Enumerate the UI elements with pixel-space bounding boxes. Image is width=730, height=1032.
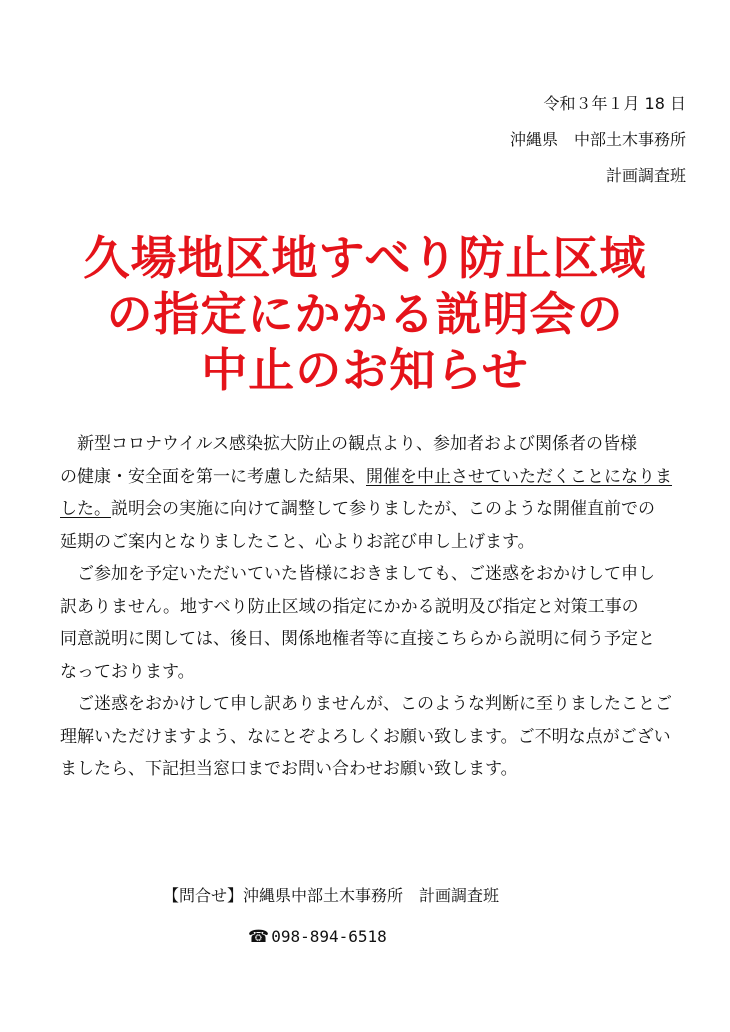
cancellation-notice-underlined: 開催を中止させていただくことになりま [366, 466, 672, 487]
notice-body [60, 428, 700, 786]
paragraph-3-line-1: ご迷惑をおかけして申し訳ありませんが、このような判断に至りましたことご [77, 694, 672, 714]
paragraph-3-line-3: ましたら、下記担当窓口までお問い合わせお願い致します。 [60, 759, 518, 779]
title-line-3: 中止のお知らせ [201, 343, 529, 397]
notice-date: 令和３年１月 18 日 [543, 94, 686, 113]
paragraph-2-line-1: ご参加を予定いただいていた皆様におきましても、ご迷惑をおかけして申し [77, 564, 655, 584]
title-line-1: 久場地区地すべり防止区域 [83, 231, 647, 285]
contact-info: 【問合せ】沖縄県中部土木事務所 計画調査班 [163, 886, 500, 905]
paragraph-2-line-3: 同意説明に関しては、後日、関係地権者等に直接こちらから説明に伺う予定と [60, 629, 655, 649]
phone-icon: ☎ [248, 927, 270, 947]
phone-number: 098-894-6518 [271, 927, 387, 946]
cancellation-notice-underlined-end: した。 [60, 499, 111, 519]
contact-phone [248, 925, 387, 949]
paragraph-1-line-4: 延期のご案内となりましたこと、心よりお詫び申し上げます。 [60, 531, 535, 552]
paragraph-1-line-1: 新型コロナウイルス感染拡大防止の観点より、参加者および関係者の皆様 [77, 434, 637, 454]
header-block [510, 86, 686, 194]
paragraph-3-line-2: 理解いただけますよう、なにとぞよろしくお願い致します。ご不明な点がござい [60, 726, 671, 747]
paragraph-1-line-2: の健康・安全面を第一に考慮した結果、開催を中止させていただくことになりま [60, 466, 672, 487]
notice-title [0, 230, 730, 398]
issuing-office: 沖縄県 中部土木事務所 [509, 130, 686, 149]
title-line-2: の指定にかかる説明会の [106, 287, 624, 341]
issuing-section: 計画調査班 [605, 166, 686, 185]
paragraph-1-line-3: した。説明会の実施に向けて調整して参りましたが、このような開催直前での [60, 499, 655, 519]
paragraph-2-line-2: 訳ありません。地すべり防止区域の指定にかかる説明及び指定と対策工事の [60, 596, 639, 617]
paragraph-2-line-4: なっております。 [60, 661, 195, 682]
